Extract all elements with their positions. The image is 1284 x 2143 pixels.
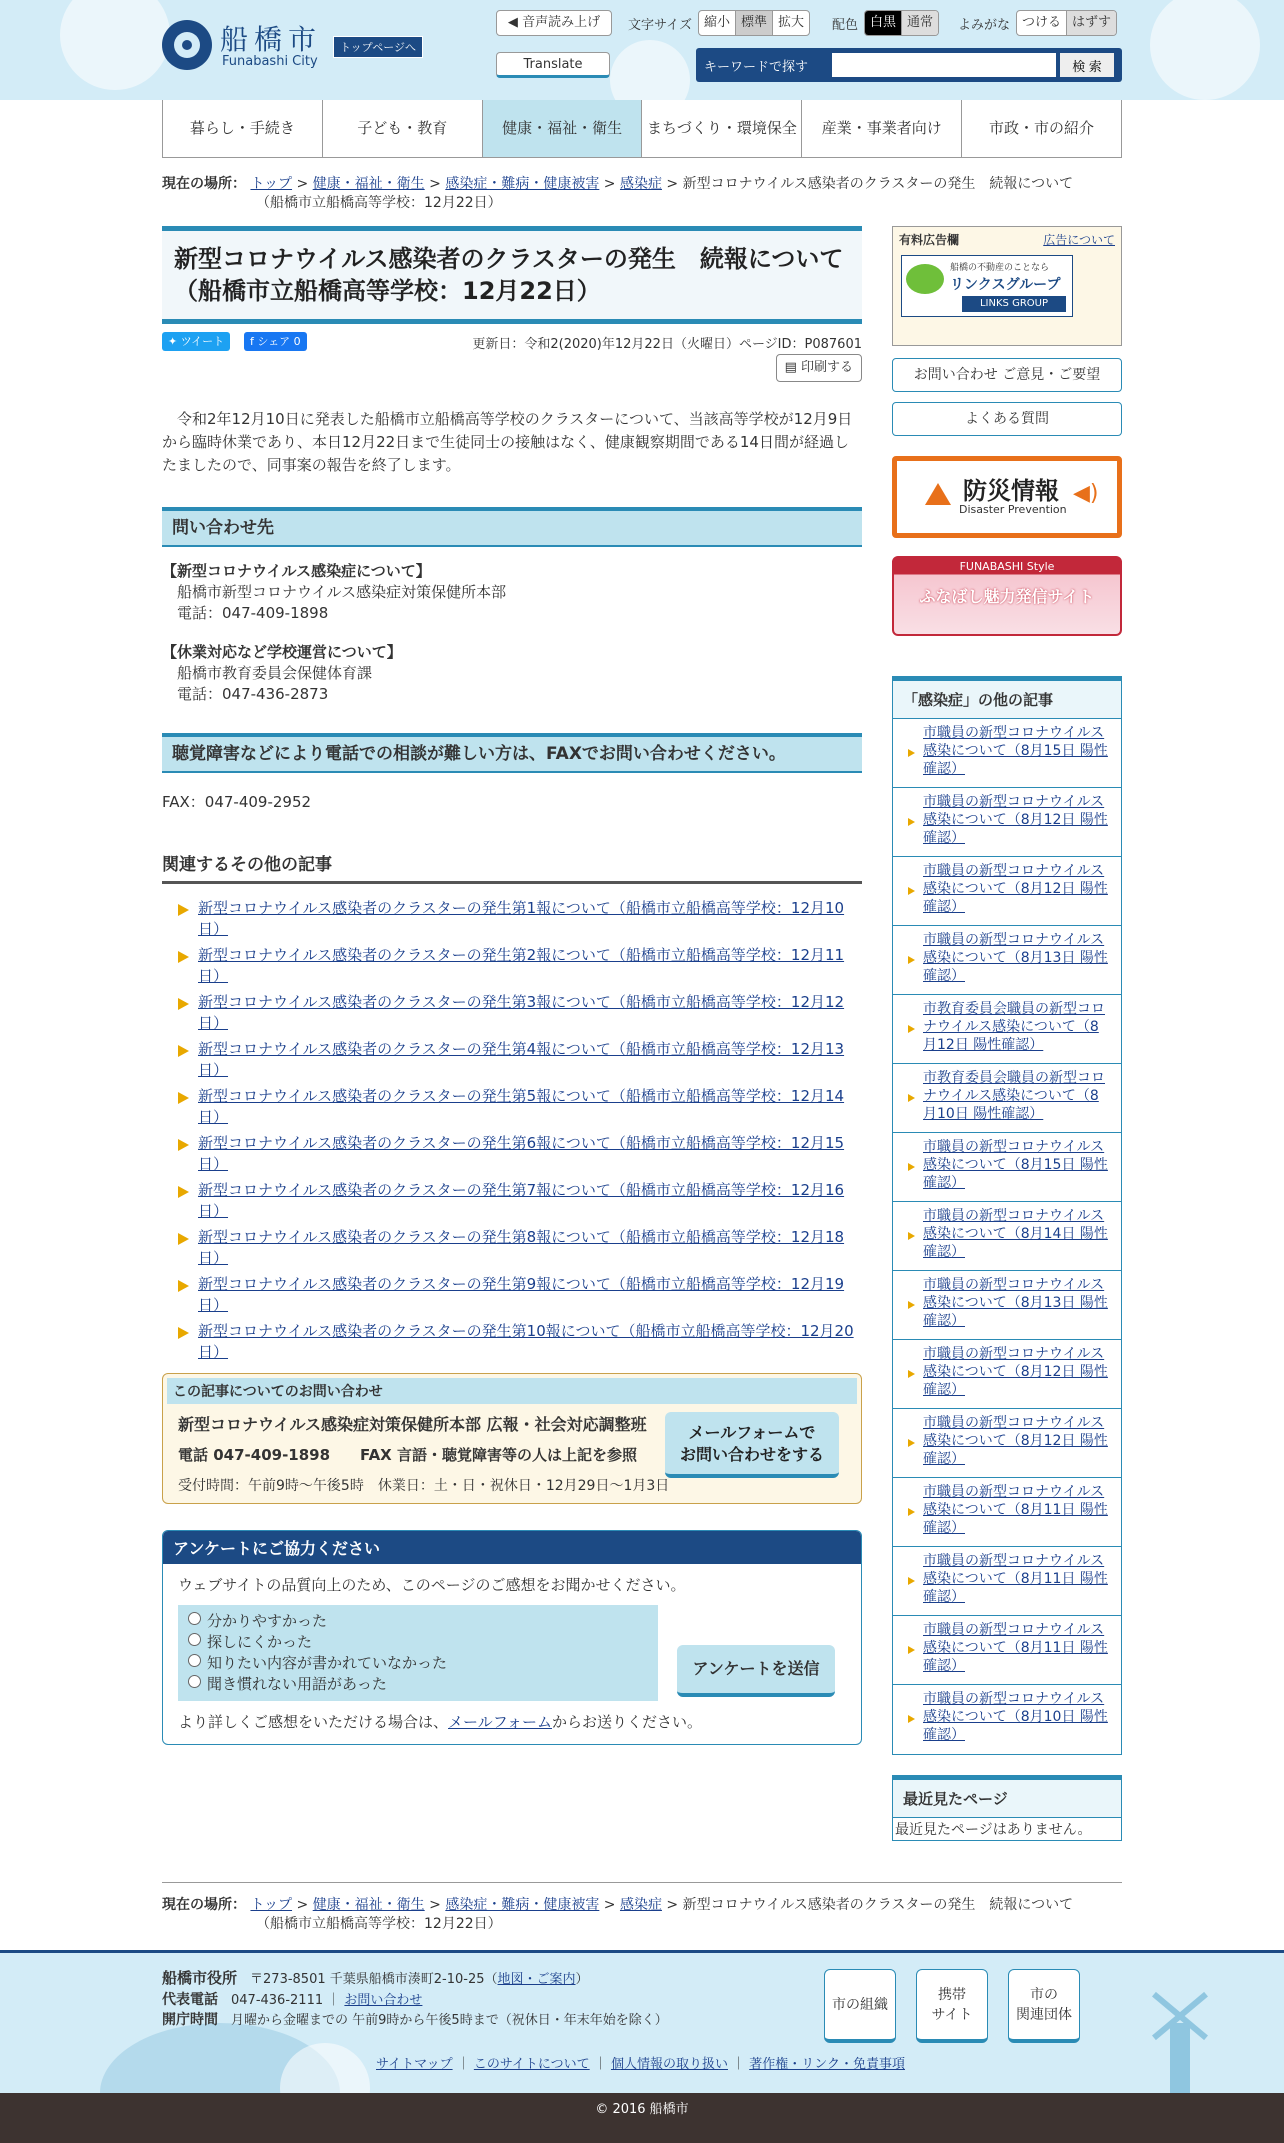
- footer-links: サイトマップ ｜ このサイトについて ｜ 個人情報の取り扱い ｜ 著作権・リンク・免責事項: [376, 2057, 905, 2072]
- breadcrumb-label: 現在の場所：: [162, 1897, 246, 1913]
- nav-health[interactable]: 健康・福祉・衛生: [483, 100, 643, 158]
- survey-footer-text: からお送りください。: [551, 1713, 702, 1731]
- survey-submit-button[interactable]: アンケートを送信: [677, 1645, 835, 1697]
- tweet-label: ツイート: [180, 335, 225, 348]
- list-item: [893, 1616, 1121, 1685]
- inquiry-heading: この記事についてのお問い合わせ: [167, 1378, 857, 1404]
- contact-group-title: 【新型コロナウイルス感染症について】: [162, 562, 431, 580]
- logo-text-en: Funabashi City: [222, 54, 318, 69]
- search-label: キーワードで探す: [704, 60, 809, 75]
- footer-related-button[interactable]: [1008, 1969, 1080, 2043]
- text-size-normal[interactable]: 標準: [736, 11, 773, 35]
- related-link[interactable]: 新型コロナウイルス感染者のクラスターの発生第7報について（船橋市立船橋高等学校：12月16日）: [198, 1181, 845, 1220]
- footer-related-label: 関連団体: [1016, 2006, 1072, 2023]
- other-articles-heading: 「感染症」の他の記事: [893, 681, 1121, 719]
- sidebar: [892, 226, 1122, 1841]
- other-article-link[interactable]: 市職員の新型コロナウイルス感染について（8月11日 陽性確認）: [923, 1484, 1108, 1536]
- footer-link-copyright[interactable]: 著作権・リンク・免責事項: [749, 2057, 905, 2072]
- recent-pages-empty: 最近見たページはありません。: [895, 1822, 1092, 1838]
- footer-map-link[interactable]: 地図・ご案内: [497, 1972, 576, 1987]
- list-item: [893, 995, 1121, 1064]
- page-title-line2: （船橋市立船橋高等学校：12月22日）: [174, 277, 601, 305]
- inquiry-hours: 受付時間：午前9時～午後5時 休業日：土・日・祝休日・12月29日～1月3日: [178, 1478, 670, 1494]
- footer-link-sitemap[interactable]: サイトマップ: [376, 2057, 453, 2072]
- footer-link-privacy[interactable]: 個人情報の取り扱い: [610, 2057, 728, 2072]
- list-item: [893, 1271, 1121, 1340]
- search-input[interactable]: [832, 53, 1056, 77]
- list-item: [893, 1478, 1121, 1547]
- other-articles: [892, 676, 1122, 1755]
- breadcrumb-link[interactable]: 感染症: [619, 1897, 662, 1913]
- top-page-link[interactable]: トップページへ: [333, 36, 423, 58]
- lead-paragraph: 令和2年12月10日に発表した船橋市立船橋高等学校のクラスターについて、当該高等学校が12月9日から臨時休業であり、本日12月22日まで生徒同士の接触はなく、健康観察期間である14日間が経過したましたので、同事案の報告を終了します。: [162, 410, 853, 474]
- breadcrumb-current-cont: （船橋市立船橋高等学校：12月22日）: [256, 195, 502, 211]
- list-item: [893, 1340, 1121, 1409]
- breadcrumb-current: 新型コロナウイルス感染者のクラスターの発生 続報について: [682, 1897, 1074, 1913]
- other-articles-list: [893, 719, 1121, 1754]
- decoration-flower: [610, 40, 690, 100]
- footer-mobile-label: 携帯: [938, 1986, 966, 2003]
- text-size-label: 文字サイズ: [628, 18, 692, 33]
- site-logo[interactable]: [162, 18, 332, 72]
- disaster-info-banner[interactable]: [892, 456, 1122, 538]
- twitter-icon: ✦: [168, 335, 181, 348]
- other-article-link[interactable]: 市職員の新型コロナウイルス感染について（8月11日 陽性確認）: [923, 1622, 1108, 1674]
- breadcrumb-link[interactable]: 感染症・難病・健康被害: [445, 176, 600, 192]
- survey-footer-text: より詳しくご感想をいただける場合は、: [178, 1713, 449, 1731]
- survey-radio[interactable]: 分かりやすかった: [188, 1611, 648, 1632]
- speaker-icon: ◀: [507, 15, 523, 30]
- footer-related-label: 市の: [1030, 1986, 1058, 2003]
- list-item: [162, 1039, 862, 1081]
- links-logo-icon: [906, 264, 944, 294]
- ad-area: [892, 226, 1122, 346]
- tweet-button[interactable]: [162, 332, 230, 351]
- breadcrumb-current-cont: （船橋市立船橋高等学校：12月22日）: [256, 1916, 502, 1932]
- yomigana-label: よみがな: [958, 18, 1011, 33]
- other-article-link[interactable]: 市職員の新型コロナウイルス感染について（8月13日 陽性確認）: [923, 1277, 1108, 1329]
- ad-label: 有料広告欄: [899, 233, 960, 247]
- main-content: [162, 226, 862, 1745]
- footer-link-about[interactable]: このサイトについて: [473, 2057, 590, 2072]
- breadcrumb-label: 現在の場所：: [162, 176, 246, 192]
- nav-living[interactable]: 暮らし・手続き: [163, 100, 323, 158]
- printer-icon: ▤: [784, 360, 801, 375]
- footer-mobile-label: サイト: [931, 2006, 973, 2023]
- mail-form-link[interactable]: メールフォーム: [448, 1713, 552, 1731]
- contact-group-title: 【休業対応など学校運営について】: [162, 643, 402, 661]
- related-link[interactable]: 新型コロナウイルス感染者のクラスターの発生第5報について（船橋市立船橋高等学校：12月14日）: [198, 1087, 845, 1126]
- faq-button[interactable]: よくある質問: [892, 402, 1122, 436]
- list-item: [162, 1274, 862, 1316]
- facebook-share-label: シェア 0: [257, 335, 301, 348]
- updated-date: 更新日：令和2(2020)年12月22日（火曜日）ページID：P087601: [472, 337, 862, 352]
- list-item: [162, 1321, 862, 1363]
- inquiry-department: 新型コロナウイルス感染症対策保健所本部 広報・社会対応調整班: [178, 1415, 647, 1434]
- list-item: [162, 1227, 862, 1269]
- yomigana-on-button[interactable]: つける: [1017, 11, 1067, 35]
- other-article-link[interactable]: 市教育委員会職員の新型コロナウイルス感染について（8月12日 陽性確認）: [923, 1001, 1105, 1053]
- contact-org: 船橋市新型コロナウイルス感染症対策保健所本部: [177, 583, 507, 601]
- copyright: © 2016 船橋市: [0, 2093, 1284, 2143]
- related-link[interactable]: 新型コロナウイルス感染者のクラスターの発生第4報について（船橋市立船橋高等学校：12月13日）: [198, 1040, 845, 1079]
- color-scheme-switch: [864, 10, 939, 36]
- color-normal-button[interactable]: 通常: [902, 11, 938, 35]
- related-link[interactable]: 新型コロナウイルス感染者のクラスターの発生第3報について（船橋市立船橋高等学校：12月12日）: [198, 993, 845, 1032]
- windmill-icon: [1150, 1993, 1210, 2093]
- warning-icon: [925, 483, 951, 505]
- search-button[interactable]: 検 索: [1060, 53, 1114, 77]
- list-item: [162, 1133, 862, 1175]
- survey-radio[interactable]: 探しにくかった: [188, 1632, 648, 1653]
- decoration-flower: [60, 0, 170, 90]
- inquiry-box: [162, 1373, 862, 1504]
- breadcrumb-current: 新型コロナウイルス感染者のクラスターの発生 続報について: [682, 176, 1074, 192]
- global-nav: [162, 100, 1122, 158]
- other-article-link[interactable]: 市職員の新型コロナウイルス感染について（8月15日 陽性確認）: [923, 1139, 1108, 1191]
- list-item: [893, 1547, 1121, 1616]
- nav-city[interactable]: 市政・市の紹介: [962, 100, 1122, 158]
- recent-pages-heading: 最近見たページ: [893, 1780, 1121, 1818]
- survey-footer: [178, 1711, 846, 1732]
- list-item: [893, 719, 1121, 788]
- yomigana-off-button[interactable]: はずす: [1067, 11, 1116, 35]
- breadcrumb-link[interactable]: 感染症・難病・健康被害: [445, 1897, 600, 1913]
- footer-mobile-button[interactable]: [916, 1969, 988, 2043]
- voice-readout-label: 音声読み上げ: [522, 15, 601, 30]
- footer-tel: 047-436-2111: [231, 1993, 324, 2008]
- color-scheme-label: 配色: [832, 18, 859, 33]
- share-row: [162, 330, 862, 375]
- site-header: [0, 0, 1284, 100]
- contact-org: 船橋市教育委員会保健体育課: [177, 664, 373, 682]
- print-button[interactable]: [776, 354, 862, 382]
- footer-sep: ｜: [327, 1993, 341, 2008]
- related-heading: 関連するその他の記事: [162, 850, 862, 884]
- footer-address-end: ）: [575, 1972, 589, 1987]
- page-title-line1: 新型コロナウイルス感染者のクラスターの発生 続報について: [174, 245, 844, 273]
- related-link[interactable]: 新型コロナウイルス感染者のクラスターの発生第10報について（船橋市立船橋高等学校：12月20日）: [198, 1322, 854, 1361]
- footer-tel-label: 代表電話: [162, 1992, 218, 2008]
- ad-info-link[interactable]: 広告について: [1043, 233, 1115, 247]
- related-link[interactable]: 新型コロナウイルス感染者のクラスターの発生第8報について（船橋市立船橋高等学校：12月18日）: [198, 1228, 845, 1267]
- footer-inquiry-link[interactable]: お問い合わせ: [344, 1993, 423, 2008]
- footer-hours-label: 開庁時間: [162, 2012, 218, 2028]
- contact-block: [162, 561, 862, 705]
- list-item: [893, 788, 1121, 857]
- text-size-large[interactable]: 拡大: [778, 15, 805, 30]
- breadcrumb-link[interactable]: 健康・福祉・衛生: [312, 1897, 425, 1913]
- other-article-link[interactable]: 市職員の新型コロナウイルス感染について（8月12日 陽性確認）: [923, 863, 1108, 915]
- related-link[interactable]: 新型コロナウイルス感染者のクラスターの発生第6報について（船橋市立船橋高等学校：12月15日）: [198, 1134, 845, 1173]
- contact-tel: 電話：047-436-2873: [177, 685, 329, 703]
- list-item: [162, 992, 862, 1034]
- logo-text-jp: 船橋市: [220, 23, 323, 56]
- list-item: [893, 857, 1121, 926]
- yomigana-switch: [1016, 10, 1117, 36]
- contact-tel: 電話：047-409-1898: [177, 604, 329, 622]
- speaker-icon: ◀): [1073, 481, 1099, 506]
- other-article-link[interactable]: 市職員の新型コロナウイルス感染について（8月12日 陽性確認）: [923, 1415, 1108, 1467]
- nav-town[interactable]: まちづくり・環境保全: [642, 100, 802, 158]
- breadcrumb-bottom: 現在の場所： トップ > 健康・福祉・衛生 > 感染症・難病・健康被害 > 感染症 > 新型コロナウイルス感染者のクラスターの発生 続報について （船橋市立船橋高等学校：12月22日）: [162, 1896, 1122, 1934]
- voice-readout-button[interactable]: [496, 10, 612, 36]
- list-item: [162, 898, 862, 940]
- contact-opinion-button[interactable]: お問い合わせ ご意見・ご要望: [892, 358, 1122, 392]
- related-link[interactable]: 新型コロナウイルス感染者のクラスターの発生第2報について（船橋市立船橋高等学校：12月11日）: [198, 946, 845, 985]
- funabashi-style-title: FUNABASHI Style: [959, 560, 1055, 573]
- ad-banner[interactable]: [901, 255, 1073, 317]
- funabashi-style-banner[interactable]: [892, 556, 1122, 636]
- related-list: [162, 898, 862, 1363]
- survey-radio[interactable]: 聞き慣れない用語があった: [188, 1674, 648, 1695]
- fax-number: FAX：047-409-2952: [162, 793, 312, 811]
- related-link[interactable]: 新型コロナウイルス感染者のクラスターの発生第9報について（船橋市立船橋高等学校：12月19日）: [198, 1275, 845, 1314]
- recent-pages: [892, 1775, 1122, 1841]
- breadcrumb: 現在の場所： トップ > 健康・福祉・衛生 > 感染症・難病・健康被害 > 感染症 > 新型コロナウイルス感染者のクラスターの発生 続報について （船橋市立船橋高等学校：12月22日）: [162, 175, 1122, 213]
- nav-children[interactable]: 子ども・教育: [323, 100, 483, 158]
- site-footer: [0, 1950, 1284, 2093]
- survey-radio[interactable]: 知りたい内容が書かれていなかった: [188, 1653, 648, 1674]
- facebook-icon: f: [250, 335, 258, 348]
- mail-form-label: お問い合わせをする: [679, 1445, 824, 1464]
- other-article-link[interactable]: 市職員の新型コロナウイルス感染について（8月15日 陽性確認）: [923, 725, 1108, 777]
- other-article-link[interactable]: 市職員の新型コロナウイルス感染について（8月13日 陽性確認）: [923, 932, 1108, 984]
- nav-business[interactable]: 産業・事業者向け: [802, 100, 962, 158]
- disaster-info-title: 防災情報: [963, 477, 1059, 505]
- list-item: [893, 1685, 1121, 1754]
- breadcrumb-link[interactable]: トップ: [250, 1897, 293, 1913]
- other-article-link[interactable]: 市職員の新型コロナウイルス感染について（8月12日 陽性確認）: [923, 794, 1108, 846]
- text-size-small[interactable]: 縮小: [699, 11, 736, 35]
- list-item: [162, 1086, 862, 1128]
- footer-org-button[interactable]: 市の組織: [824, 1969, 896, 2043]
- other-article-link[interactable]: 市職員の新型コロナウイルス感染について（8月12日 陽性確認）: [923, 1346, 1108, 1398]
- list-item: [162, 1180, 862, 1222]
- color-mono-button[interactable]: 白黒: [865, 11, 902, 35]
- list-item: [162, 945, 862, 987]
- list-item: [893, 1202, 1121, 1271]
- fax-heading: 聴覚障害などにより電話での相談が難しい方は、FAXでお問い合わせください。: [162, 733, 862, 773]
- ad-banner-text: LINKS GROUP: [962, 296, 1066, 312]
- disaster-info-subtitle: Disaster Prevention: [959, 503, 1067, 516]
- city-emblem-icon: [162, 20, 212, 70]
- text-size-switch: [698, 10, 810, 36]
- survey-heading: アンケートにご協力ください: [163, 1531, 861, 1564]
- other-article-link[interactable]: 市職員の新型コロナウイルス感染について（8月11日 陽性確認）: [923, 1553, 1108, 1605]
- other-article-link[interactable]: 市職員の新型コロナウイルス感染について（8月10日 陽性確認）: [923, 1691, 1108, 1743]
- list-item: [893, 1133, 1121, 1202]
- other-article-link[interactable]: 市教育委員会職員の新型コロナウイルス感染について（8月10日 陽性確認）: [923, 1070, 1105, 1122]
- divider: [162, 1882, 1122, 1883]
- breadcrumb-link[interactable]: トップ: [250, 176, 293, 192]
- contact-heading: 問い合わせ先: [162, 507, 862, 547]
- mail-form-label: メールフォームで: [688, 1423, 816, 1442]
- survey-prompt: ウェブサイトの品質向上のため、このページのご感想をお聞かせください。: [178, 1576, 686, 1594]
- related-link[interactable]: 新型コロナウイルス感染者のクラスターの発生第1報について（船橋市立船橋高等学校：12月10日）: [198, 899, 845, 938]
- print-label: 印刷する: [800, 360, 853, 375]
- inquiry-tel: 電話 047-409-1898 FAX 言語・聴覚障害等の人は上記を参照: [178, 1446, 637, 1464]
- list-item: [893, 926, 1121, 995]
- breadcrumb-link[interactable]: 健康・福祉・衛生: [312, 176, 425, 192]
- breadcrumb-link[interactable]: 感染症: [619, 176, 662, 192]
- translate-button[interactable]: Translate: [496, 52, 610, 78]
- decoration-flower: [1150, 0, 1260, 100]
- survey-options: [178, 1605, 658, 1701]
- ad-banner-text: リンクスグループ: [950, 277, 1061, 293]
- footer-address: 〒273-8501 千葉県船橋市湊町2-10-25（: [250, 1972, 498, 1987]
- page-title: [162, 226, 862, 324]
- footer-office-name: 船橋市役所: [162, 1969, 238, 1987]
- list-item: [893, 1409, 1121, 1478]
- funabashi-style-subtitle: ふなばし魅力発信サイト: [919, 587, 1095, 606]
- ad-banner-text: 船橋の不動産のことなら: [950, 263, 1050, 273]
- other-article-link[interactable]: 市職員の新型コロナウイルス感染について（8月14日 陽性確認）: [923, 1208, 1108, 1260]
- survey-box: [162, 1530, 862, 1745]
- footer-hours: 月曜から金曜までの 午前9時から午後5時まで（祝休日・年末年始を除く）: [231, 2013, 668, 2028]
- site-search: [696, 48, 1122, 82]
- facebook-share-button[interactable]: [244, 332, 307, 351]
- mail-form-button[interactable]: [665, 1412, 839, 1478]
- list-item: [893, 1064, 1121, 1133]
